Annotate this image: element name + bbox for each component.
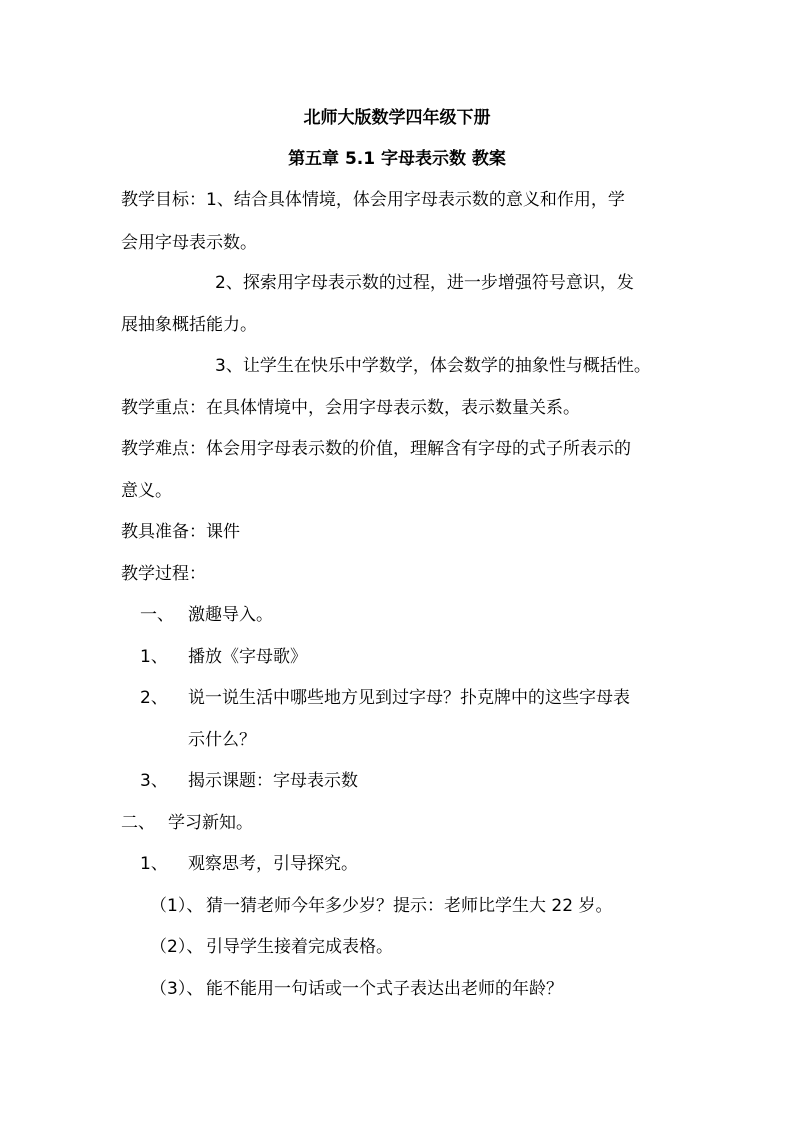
section1-item1-text: 播放《字母歌》	[188, 647, 307, 667]
section2-item1-number: 1、	[140, 854, 168, 874]
difficulty-line-1: 教学难点：体会用字母表示数的价值，理解含有字母的式子所表示的	[121, 439, 631, 459]
section2-number: 二、	[121, 813, 155, 833]
objectives-line-5: 3、让学生在快乐中学数学，体会数学的抽象性与概括性。	[215, 356, 651, 376]
section2-heading: 学习新知。	[168, 813, 253, 833]
section1-item3-text: 揭示课题：字母表示数	[188, 771, 358, 791]
objectives-line-4: 展抽象概括能力。	[121, 315, 257, 335]
document-title: 北师大版数学四年级下册	[303, 108, 491, 128]
document-subtitle: 第五章 5.1 字母表示数 教案	[288, 149, 506, 169]
section1-item2-text: 说一说生活中哪些地方见到过字母？扑克牌中的这些字母表	[188, 688, 630, 708]
section2-subitem1-text: 猜一猜老师今年多少岁？提示：老师比学生大 22 岁。	[206, 896, 613, 916]
key-point: 教学重点：在具体情境中，会用字母表示数，表示数量关系。	[121, 398, 580, 418]
difficulty-line-2: 意义。	[121, 481, 172, 501]
process-heading: 教学过程：	[121, 564, 206, 584]
section1-item2-number: 2、	[140, 688, 168, 708]
section1-item3-number: 3、	[140, 771, 168, 791]
objectives-line-3: 2、探索用字母表示数的过程，进一步增强符号意识，发	[215, 273, 634, 293]
section2-subitem2-number: （2）、	[150, 937, 204, 957]
objectives-line-2: 会用字母表示数。	[121, 233, 257, 253]
section2-subitem1-number: （1）、	[150, 896, 204, 916]
objectives-line-1: 教学目标：1、结合具体情境，体会用字母表示数的意义和作用，学	[121, 190, 625, 210]
materials: 教具准备：课件	[121, 522, 240, 542]
section1-number: 一、	[140, 605, 174, 625]
section1-heading: 激趣导入。	[188, 605, 273, 625]
section2-subitem3-text: 能不能用一句话或一个式子表达出老师的年龄？	[206, 979, 563, 999]
section1-item2-text-cont: 示什么？	[188, 730, 256, 750]
section2-subitem3-number: （3）、	[150, 979, 204, 999]
section2-item1-text: 观察思考，引导探究。	[188, 854, 358, 874]
section2-subitem2-text: 引导学生接着完成表格。	[206, 937, 393, 957]
section1-item1-number: 1、	[140, 647, 168, 667]
